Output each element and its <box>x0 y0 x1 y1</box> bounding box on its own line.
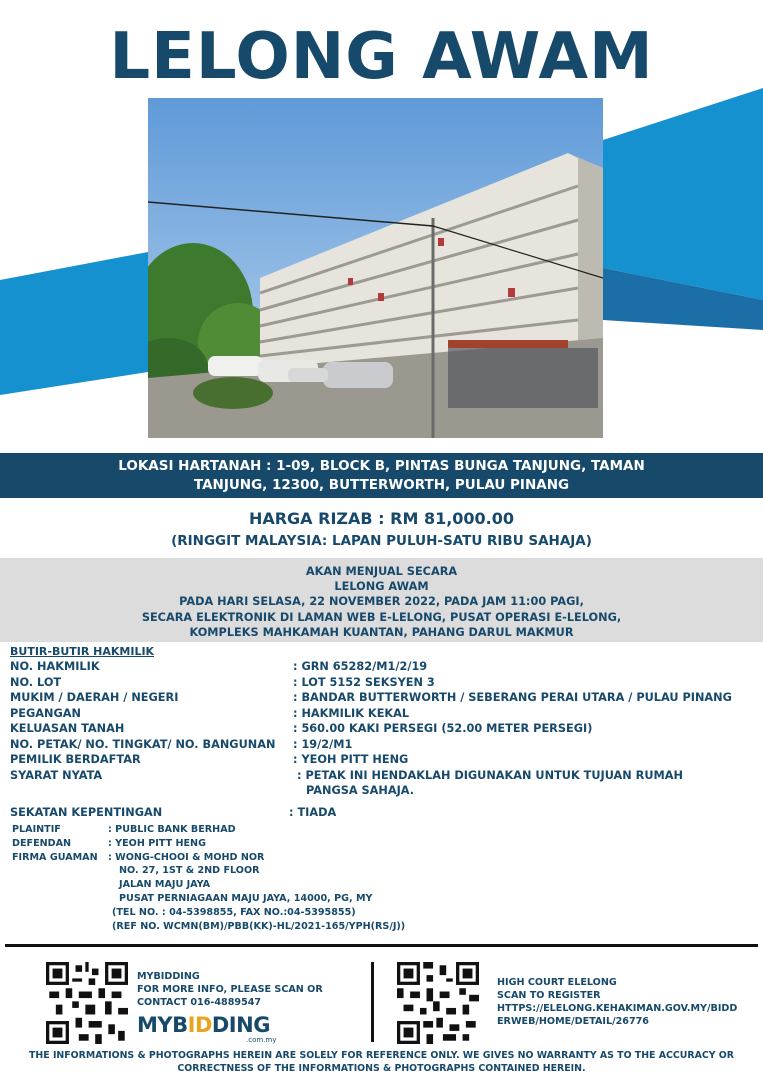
detail-label: KELUASAN TANAH <box>10 722 125 735</box>
detail-value: : YEOH PITT HENG <box>293 753 409 766</box>
law-firm-address: JALAN MAJU JAYA <box>119 879 211 891</box>
logo-part: DING <box>211 1013 270 1037</box>
title-details <box>10 645 750 933</box>
detail-row <box>10 737 750 753</box>
plaintiff-value: : PUBLIC BANK BERHAD <box>108 824 236 835</box>
law-firm-address: PUSAT PERNIAGAAN MAJU JAYA, 14000, PG, MY <box>119 892 373 904</box>
detail-row <box>10 752 750 768</box>
mybidding-line: MYBIDDING <box>137 971 200 982</box>
reserve-price-words: (RINGGIT MALAYSIA: LAPAN PULUH-SATU RIBU SAHAJA) <box>171 533 592 549</box>
detail-label: NO. LOT <box>10 675 62 689</box>
disclaimer <box>20 1049 743 1075</box>
law-firm-value <box>108 851 750 934</box>
high-court-contact <box>497 976 747 1028</box>
location-line-1: LOKASI HARTANAH : 1-09, BLOCK B, PINTAS BUNGA TANJUNG, TAMAN <box>118 458 645 474</box>
law-firm-name: : WONG-CHOOI & MOHD NOR <box>108 851 265 863</box>
logo-part: MYB <box>137 1013 188 1037</box>
location-band <box>0 453 763 498</box>
auction-notice-line: KOMPLEKS MAHKAMAH KUANTAN, PAHANG DARUL MAKMUR <box>189 625 574 639</box>
auction-notice-line: SECARA ELEKTRONIK DI LAMAN WEB E-LELONG, PUSAT OPERASI E-LELONG, <box>141 610 622 624</box>
detail-value: : GRN 65282/M1/2/19 <box>293 660 428 673</box>
law-firm-label: FIRMA GUAMAN <box>12 851 98 863</box>
auction-notice-line: LELONG AWAM <box>334 580 429 594</box>
detail-row <box>10 721 750 737</box>
mybidding-line: CONTACT 016-4889547 <box>137 997 262 1008</box>
detail-row <box>10 706 750 722</box>
plaintiff-label: PLAINTIF <box>12 824 61 835</box>
law-firm-phone: (TEL NO. : 04-5398855, FAX NO.:04-5395855) <box>112 906 356 918</box>
location-line-2: TANJUNG, 12300, BUTTERWORTH, PULAU PINANG <box>193 477 570 493</box>
detail-value: : PETAK INI HENDAKLAH DIGUNAKAN UNTUK TUJUAN RUMAH PANGSA SAHAJA. <box>297 768 683 797</box>
auction-notice-line: PADA HARI SELASA, 22 NOVEMBER 2022, PADA JAM 11:00 PAGI, <box>179 595 584 609</box>
auction-notice-line: AKAN MENJUAL SECARA <box>305 565 458 578</box>
mybidding-logo <box>137 1013 270 1037</box>
detail-label: NO. PETAK/ NO. TINGKAT/ NO. BANGUNAN <box>10 737 276 751</box>
detail-value: : HAKMILIK KEKAL <box>293 706 410 720</box>
detail-row <box>10 768 725 799</box>
details-heading: BUTIR-BUTIR HAKMILIK <box>10 645 155 658</box>
elelong-qr-code[interactable] <box>397 962 479 1044</box>
detail-label: PEMILIK BERDAFTAR <box>10 753 141 766</box>
law-firm-address: NO. 27, 1ST & 2ND FLOOR <box>119 865 260 877</box>
footer-divider <box>5 944 758 947</box>
auction-notice-band <box>0 558 763 642</box>
court-line: SCAN TO REGISTER <box>497 990 601 1001</box>
court-url[interactable]: HTTPS://ELELONG.KEHAKIMAN.GOV.MY/BIDD <box>497 1003 738 1014</box>
detail-label: SYARAT NYATA <box>10 768 103 782</box>
detail-row <box>10 659 750 675</box>
detail-value: : 560.00 KAKI PERSEGI (52.00 METER PERSEGI) <box>293 722 593 735</box>
detail-value: : 19/2/M1 <box>293 737 353 751</box>
court-url[interactable]: ERWEB/HOME/DETAIL/26776 <box>497 1016 649 1027</box>
mybidding-logo-domain: .com.my <box>246 1036 277 1044</box>
disclaimer-line: CORRECTNESS OF THE INFORMATIONS & PHOTOGRAPHS CONTAINED HEREIN. <box>177 1063 586 1074</box>
defendant-label: DEFENDAN <box>12 837 72 849</box>
disclaimer-line: THE INFORMATIONS & PHOTOGRAPHS HEREIN ARE SOLELY FOR REFERENCE ONLY. WE GIVES NO WARRANTY AS TO THE ACCURACY OR <box>29 1050 734 1061</box>
restriction-label: SEKATAN KEPENTINGAN <box>10 805 163 819</box>
restriction-row <box>10 805 750 821</box>
reserve-price <box>0 509 763 551</box>
page-title: LELONG AWAM <box>109 20 654 94</box>
law-firm-reference: (REF NO. WCMN(BM)/PBB(KK)-HL/2021-165/YPH(RS/J)) <box>112 920 406 932</box>
restriction-value: : TIADA <box>289 805 337 819</box>
defendant-row <box>12 837 750 851</box>
detail-label: MUKIM / DAERAH / NEGERI <box>10 691 179 704</box>
logo-part: ID <box>187 1013 212 1037</box>
reserve-price-amount: HARGA RIZAB : RM 81,000.00 <box>248 509 515 528</box>
law-firm-row <box>12 851 750 934</box>
mybidding-contact <box>137 970 323 1009</box>
footer-column-divider <box>371 962 374 1042</box>
detail-label: NO. HAKMILIK <box>10 660 100 673</box>
defendant-value: : YEOH PITT HENG <box>108 837 206 849</box>
detail-row <box>10 675 750 691</box>
detail-label: PEGANGAN <box>10 706 81 720</box>
detail-value: : LOT 5152 SEKSYEN 3 <box>293 675 435 689</box>
court-line: HIGH COURT ELELONG <box>497 977 617 988</box>
plaintiff-row <box>12 823 750 837</box>
mybidding-qr-code[interactable] <box>46 962 128 1044</box>
detail-row <box>10 690 750 706</box>
property-photo <box>148 98 603 438</box>
mybidding-line: FOR MORE INFO, PLEASE SCAN OR <box>137 984 323 995</box>
detail-value: : BANDAR BUTTERWORTH / SEBERANG PERAI UTARA / PULAU PINANG <box>293 691 732 704</box>
